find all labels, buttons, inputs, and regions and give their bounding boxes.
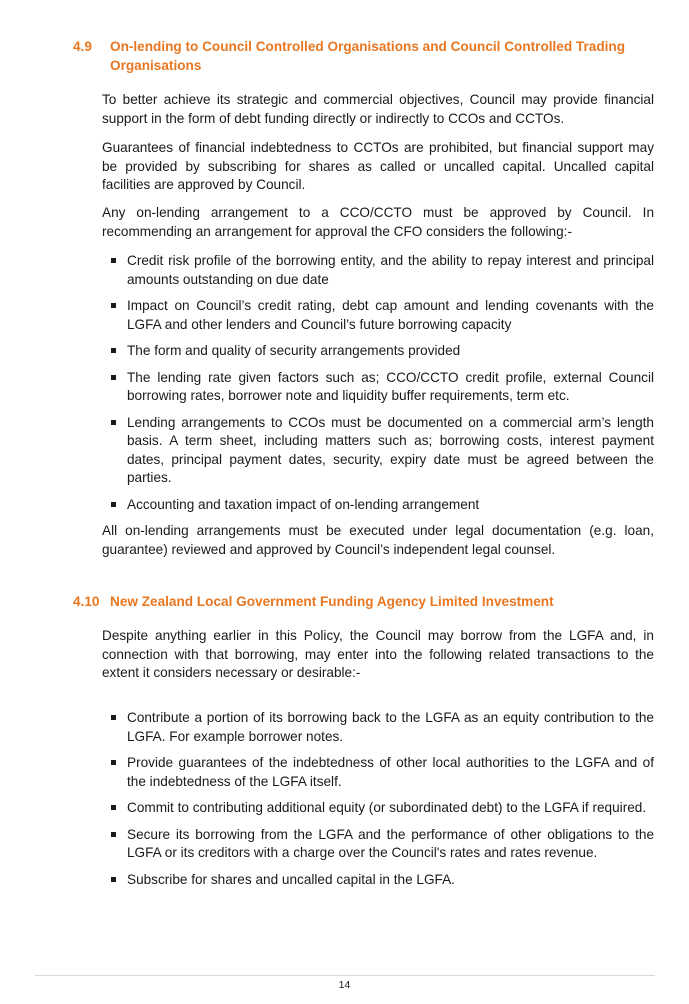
bullet-square-icon [111,832,116,837]
paragraph: Any on-lending arrangement to a CCO/CCTO must be approved by Council. In recommending an arrangement for approval the CFO considers the following:- [102,205,654,239]
list-item-text: Accounting and taxation impact of on-lending arrangement [127,496,480,512]
paragraph: Despite anything earlier in this Policy, the Council may borrow from the LGFA and, in connection with that borrowing, may enter into the following related transactions to the extent it considers necessary or desirable:- [102,628,654,680]
list-item [102,754,654,791]
list-item-text: The lending rate given factors such as; CCO/CCTO credit profile, external Council borrowing rates, borrower note and liquidity buffer requirements, term etc. [127,369,654,403]
bullet-square-icon [111,502,116,507]
bullet-square-icon [111,303,116,308]
paragraph: All on-lending arrangements must be executed under legal documentation (e.g. loan, guarantee) reviewed and approved by Council’s independent legal counsel. [102,523,654,557]
list-item-text: Commit to contributing additional equity (or subordinated debt) to the LGFA if required. [127,800,647,815]
section-title: On-lending to Council Controlled Organisations and Council Controlled Trading Organisations [110,39,626,73]
bullet-square-icon [111,420,116,425]
list-item [102,799,654,818]
list-item [102,252,654,289]
section-number: 4.9 [73,39,92,54]
list-item-text: Lending arrangements to CCOs must be documented on a commercial arm’s length basis. A term sheet, including matters such as; borrowing costs, interest payment dates, principal payment dates, security, expiry date must be agreed between the parties. [127,414,654,485]
list-item-text: Credit risk profile of the borrowing entity, and the ability to repay interest and principal amounts outstanding on due date [127,253,654,287]
list-item [102,297,654,334]
bullet-square-icon [111,760,116,765]
paragraph: To better achieve its strategic and commercial objectives, Council may provide financial support in the form of debt funding directly or indirectly to CCOs and CCTOs. [102,92,654,126]
section-number: 4.10 [73,594,100,609]
list-item-text: Provide guarantees of the indebtedness of other local authorities to the LGFA and of the indebtedness of the LGFA itself. [127,755,654,789]
bullet-square-icon [111,258,116,263]
section-title: New Zealand Local Government Funding Agency Limited Investment [110,594,554,609]
list-item-text: Impact on Council’s credit rating, debt cap amount and lending covenants with the LGFA and other lenders and Council’s future borrowing capacity [127,298,654,332]
paragraph: Guarantees of financial indebtedness to CCTOs are prohibited, but financial support may be provided by subscribing for shares as called or uncalled capital. Uncalled capital facilities are approved by Council. [102,140,654,192]
list-item [102,369,654,406]
list-item-text: Contribute a portion of its borrowing back to the LGFA as an equity contribution to the LGFA. For example borrower notes. [127,710,654,744]
list-item [102,826,654,863]
list-item [102,342,654,361]
list-item [102,414,654,488]
bullet-list [102,709,654,897]
list-item-text: The form and quality of security arrangements provided [127,343,461,358]
list-item [102,871,654,890]
list-item-text: Secure its borrowing from the LGFA and the performance of other obligations to the LGFA or its creditors with a charge over the Council's rates and rates revenue. [127,826,654,860]
bullet-square-icon [111,348,116,353]
list-item [102,709,654,746]
bullet-square-icon [111,375,116,380]
list-item [102,496,654,515]
bullet-square-icon [111,877,116,882]
list-item-text: Subscribe for shares and uncalled capital in the LGFA. [127,871,455,887]
bullet-square-icon [111,715,116,720]
page-number: 14 [338,979,351,991]
footer-divider [35,975,655,976]
bullet-square-icon [111,805,116,810]
bullet-list [102,252,654,522]
